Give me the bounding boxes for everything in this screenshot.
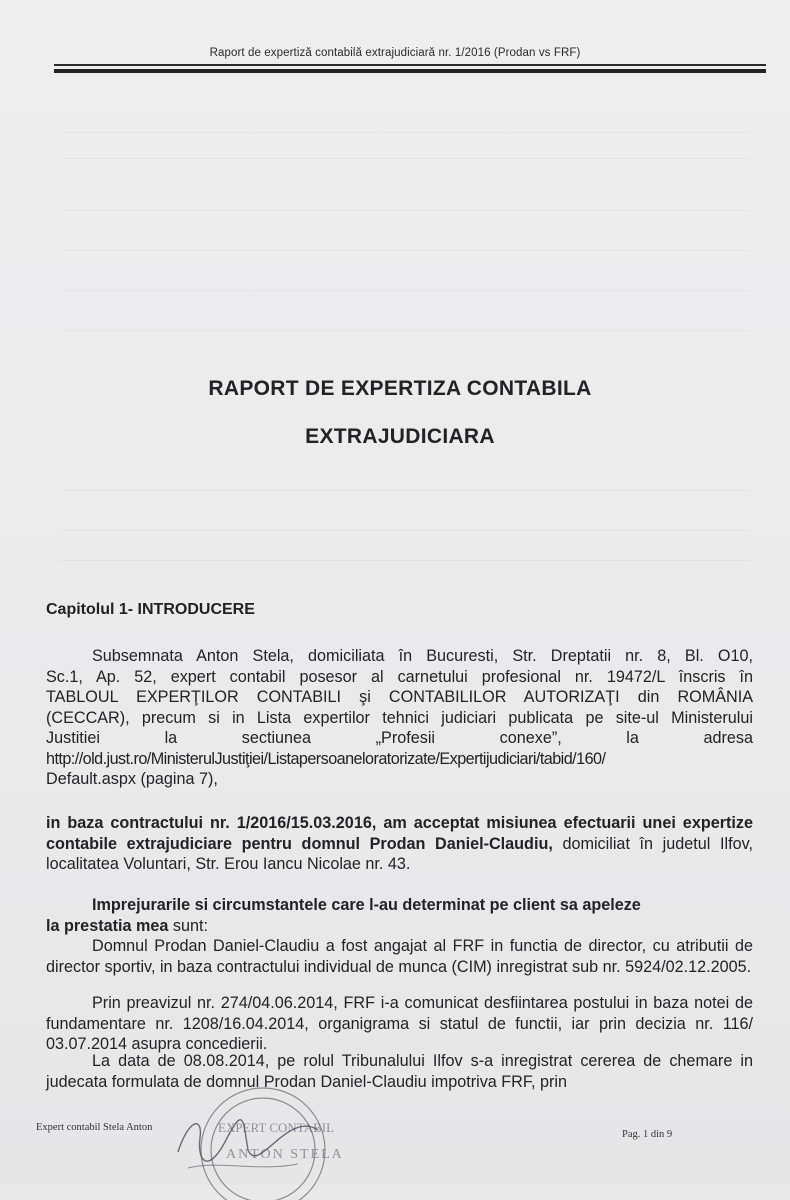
paragraph-line: (CECCAR), precum si in Lista expertilor tehnici judiciari publicata pe site-ul Ministerului xyxy=(46,708,753,727)
contract-rest-text: domiciliat în judetul Ilfov, localitatea Voluntari, Str. Erou Iancu Nicolae nr. 43. xyxy=(46,834,753,873)
running-header: Raport de expertiză contabilă extrajudiciară nr. 1/2016 (Prodan vs FRF) xyxy=(209,47,581,59)
circumstances-bold-text: Imprejurarile si circumstantele care l-au determinat pe client sa apeleze la prestatia mea xyxy=(46,896,641,935)
bleed-through-line xyxy=(60,250,750,251)
paragraph-notice: Prin preavizul nr. 274/04.06.2014, FRF i-a comunicat desfiintarea postului in baza notei de fundamentare nr. 1208/16.04.2014, organigrama si statul de functii, iar prin decizia nr. 116/ 03.07.2014 asupra concedierii. xyxy=(46,994,753,1053)
paragraph-lawsuit: La data de 08.08.2014, pe rolul Tribunalului Ilfov s-a inregistrat cererea de chemare in judecata formulata de domnul Prodan Daniel-Claudiu impotriva FRF, prin xyxy=(46,1052,753,1091)
seal-name-text: ANTON STELA xyxy=(226,1147,344,1162)
bleed-through-line xyxy=(60,210,750,211)
paragraph-line: Subsemnata Anton Stela, domiciliata în Bucuresti, Str. Dreptatii nr. 8, Bl. O10, xyxy=(92,647,753,665)
bleed-through-line xyxy=(60,290,750,291)
header-rule-thin xyxy=(54,64,766,66)
paragraph-employment: Domnul Prodan Daniel-Claudiu a fost angajat al FRF in functia de director, cu atributii de director sportiv, in baza contractului individual de munca (CIM) inregistrat sub nr. 5924/02.12.2005. xyxy=(46,937,753,976)
signature-stroke xyxy=(188,1164,298,1168)
paragraph-line: Justitiei la sectiunea „Profesii conexe”, la adresa xyxy=(46,729,753,747)
seal-ring-text: EXPERT CONTABIL xyxy=(218,1120,335,1135)
bleed-through-line xyxy=(60,560,750,561)
paragraph-introduction xyxy=(46,646,753,790)
document-title-line-1: RAPORT DE EXPERTIZA CONTABILA xyxy=(208,377,592,400)
bleed-through-line xyxy=(60,490,750,491)
footer-page-number: Pag. 1 din 9 xyxy=(622,1129,673,1140)
contract-bold-text: in baza contractului nr. 1/2016/15.03.2016, am acceptat misiunea efectuarii unei expertize contabile extrajudiciare pentru domnul Prodan Daniel-Claudiu, xyxy=(46,814,753,853)
paragraph-line: Default.aspx (pagina 7), xyxy=(46,770,218,788)
header-rule-thick xyxy=(54,69,766,73)
bleed-through-line xyxy=(60,530,750,531)
paragraph-line: TABLOUL EXPERŢILOR CONTABILI şi CONTABILILOR AUTORIZAŢI din ROMÂNIA xyxy=(46,688,753,706)
circumstances-rest-text: sunt: xyxy=(168,916,208,935)
footer-expert-name: Expert contabil Stela Anton xyxy=(36,1122,153,1133)
document-title-line-2: EXTRAJUDICIARA xyxy=(305,425,495,448)
paragraph-contract xyxy=(46,813,753,875)
paragraph-circumstances-lead xyxy=(46,895,646,936)
paragraph-line-url: http://old.just.ro/MinisterulJustiţiei/Listapersoaneloratorizate/Expertijudiciari/tabid/160/ xyxy=(46,749,606,768)
bleed-through-line xyxy=(60,132,750,133)
bleed-through-line xyxy=(60,158,750,159)
paragraph-line: Sc.1, Ap. 52, expert contabil posesor al carnetului profesional nr. 19472/L înscris în xyxy=(46,667,753,686)
bleed-through-line xyxy=(60,330,750,331)
expert-seal-stamp-icon xyxy=(148,1080,378,1200)
chapter-heading: Capitolul 1- INTRODUCERE xyxy=(46,601,255,618)
